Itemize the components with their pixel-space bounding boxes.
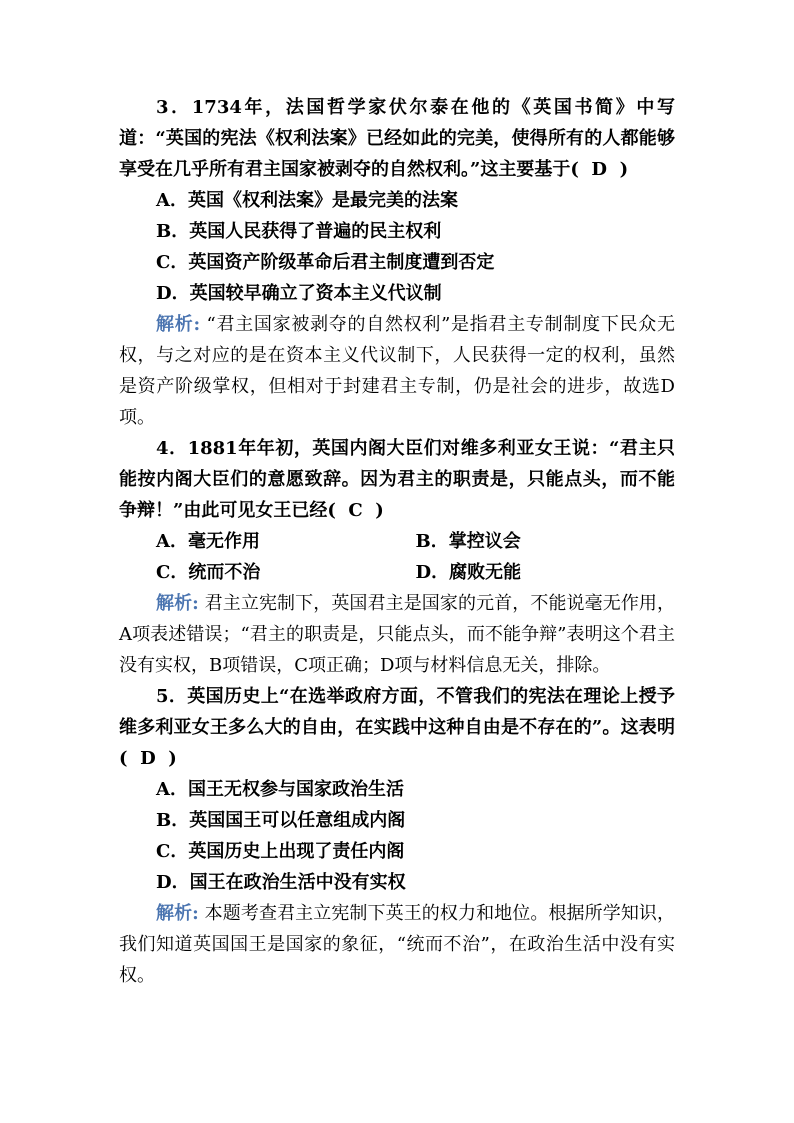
answer-letter: D <box>591 159 608 180</box>
explanation <box>119 588 675 681</box>
option-c: C．统而不治 <box>156 562 261 583</box>
question-stem <box>119 92 675 185</box>
stem-end: ) <box>619 159 629 180</box>
question-3 <box>119 92 675 433</box>
document-page <box>119 92 675 991</box>
option-d: D．腐败无能 <box>415 562 522 583</box>
option-d: D．国王在政治生活中没有实权 <box>156 872 406 893</box>
explanation <box>119 898 675 991</box>
stem-end: ) <box>168 748 177 769</box>
option-b: B．英国国王可以任意组成内阁 <box>156 810 406 831</box>
options-row <box>119 557 675 588</box>
stem-text: 5．英国历史上“在选举政府方面，不管我们的宪法在理论上授予维多利亚女王多么大的自由，在实践中这种自由是不存在的”。这表明( <box>119 686 675 769</box>
explanation-text: “君主国家被剥夺的自然权利”是指君主专制制度下民众无权，与之对应的是在资本主义代议制下，人民获得一定的权利，虽然是资产阶级掌权，但相对于封建君主专制，仍是社会的进步，故选D项。 <box>119 314 675 428</box>
question-5 <box>119 681 675 991</box>
stem-text: 4．1881年年初，英国内阁大臣们对维多利亚女王说：“君主只能按内阁大臣们的意愿致辞。因为君主的职责是，只能点头，而不能争辩！”由此可见女王已经( <box>119 438 675 521</box>
option-b: B．英国人民获得了普遍的民主权利 <box>156 221 442 242</box>
stem-text: 3．1734年，法国哲学家伏尔泰在他的《英国书简》中写道：“英国的宪法《权利法案》已经如此的完美，使得所有的人都能够享受在几乎所有君主国家被剥夺的自然权利。”这主要基于( <box>119 97 675 180</box>
option-b: B．掌控议会 <box>415 531 521 552</box>
option-a: A．毫无作用 <box>156 531 260 552</box>
explanation <box>119 309 675 433</box>
answer-letter: C <box>348 500 363 521</box>
explanation-text: 本题考查君主立宪制下英王的权力和地位。根据所学知识，我们知道英国国王是国家的象征，“统而不治”，在政治生活中没有实权。 <box>119 903 675 986</box>
answer-letter: D <box>140 748 156 769</box>
option-d: D．英国较早确立了资本主义代议制 <box>156 283 442 304</box>
option-c: C．英国资产阶级革命后君主制度遭到否定 <box>156 252 495 273</box>
question-4 <box>119 433 675 681</box>
options-row <box>119 526 675 557</box>
option-a: A．国王无权参与国家政治生活 <box>156 779 404 800</box>
explanation-label: 解析: <box>156 314 201 335</box>
explanation-label: 解析: <box>156 593 199 614</box>
question-stem <box>119 681 675 774</box>
question-stem <box>119 433 675 526</box>
stem-end: ) <box>375 500 384 521</box>
option-c: C．英国历史上出现了责任内阁 <box>156 841 405 862</box>
option-a: A．英国《权利法案》是最完美的法案 <box>156 190 458 211</box>
explanation-label: 解析: <box>156 903 199 924</box>
explanation-text: 君主立宪制下，英国君主是国家的元首，不能说毫无作用，A项表述错误；“君主的职责是，只能点头，而不能争辩”表明这个君主没有实权，B项错误，C项正确；D项与材料信息无关，排除。 <box>119 593 675 676</box>
